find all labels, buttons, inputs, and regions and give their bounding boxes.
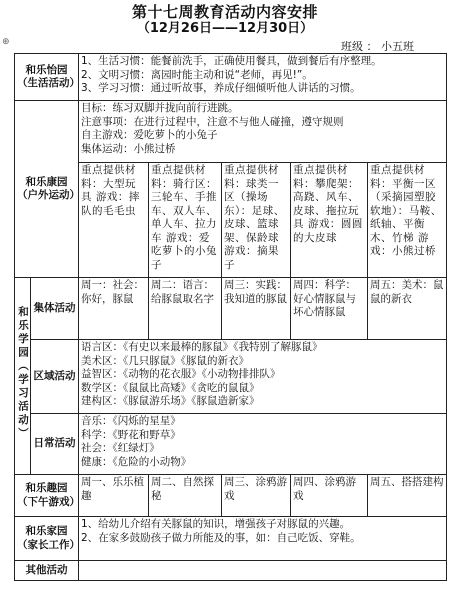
table-anchor-icon[interactable]: ⊕ [2,37,10,47]
home-item-2: 2、在家多鼓励孩子做力所能及的事，如：自己吃饭、穿鞋。 [81,531,361,544]
other-label: 其他活动 [15,561,79,581]
class-label: 班级 ： 小五班 [341,40,414,53]
group-activity-wed: 周三：实践：我知道的豚鼠 [222,278,291,340]
area-art: 美术区：《几只豚鼠》《豚鼠的新衣》 [81,354,249,367]
outdoor-area-5: 重点提供材料：平衡一区（采摘园塑胶软地）：马鞍、纸轴、平衡木、竹梯 游戏：小熊过桥 [368,163,447,278]
life-row [15,54,447,101]
outdoor-notes [79,101,447,163]
afternoon-tue: 周二、自然探秘 [149,475,222,517]
daily-activity-content [79,414,447,475]
date-range: （12月26日——12月30日） [136,21,314,36]
outdoor-notice: 注意事项：在进行过程中，注意不与他人碰撞，遵守规则 [81,115,344,128]
life-content [79,54,447,101]
area-language: 语言区：《有史以来最棒的豚鼠》《我特别了解豚鼠》 [81,341,323,353]
afternoon-thu: 周四、涂鸦游戏 [291,475,368,517]
schedule-table [14,53,447,581]
study-daily-row [15,414,447,475]
home-row [15,517,447,561]
daily-health: 健康：《危险的小动物》 [81,455,192,468]
outdoor-row [15,101,447,163]
afternoon-label: 和乐趣园（下午游戏） [15,475,79,517]
outdoor-area-1: 重点提供材料：大型玩具 游戏：摔队的毛毛虫 [79,163,149,278]
afternoon-wed: 周三、涂鸦游戏 [222,475,291,517]
study-label: 和乐学园（学习活动） [15,278,31,475]
outdoor-label: 和乐康园（户外运动） [15,101,79,278]
afternoon-mon: 周一、乐乐植趣 [79,475,149,517]
home-item-1: 1、给幼儿介绍有关豚鼠的知识，增强孩子对豚鼠的兴趣。 [81,518,351,530]
daily-science: 科学：《野花和野草》 [81,428,181,441]
life-item-2: 2、文明习惯：离园时能主动和说“老师，再见!”。 [81,68,313,81]
daily-activity-label: 日常活动 [31,414,79,475]
afternoon-fri: 周五、搭搭建构 [368,475,447,517]
study-area-row [15,340,447,414]
outdoor-area-4: 重点提供材料：攀爬架：高跷、风车、皮球、拖拉玩具 游戏：圆圆的大皮球 [291,163,368,278]
study-group-row [15,278,447,340]
life-item-3: 3、学习习惯：通过听故事，养成仔细倾听他人讲话的习惯。 [81,82,361,94]
other-content [79,561,447,581]
outdoor-area-3: 重点提供材料：球类一区（操场东）：足球、皮球、篮球架、保龄球 游戏：摘果子 [222,163,291,278]
group-activity-tue: 周二：语言：给豚鼠取名字 [149,278,222,340]
page-title: 第十七周教育活动内容安排 [131,3,318,21]
daily-social: 社会：《红绿灯》 [81,442,160,454]
area-building: 建构区：《豚鼠游乐场》《豚鼠造新家》 [81,395,260,407]
outdoor-free-game: 自主游戏：爱吃萝卜的小兔子 [81,129,218,141]
home-content [79,517,447,561]
area-math: 数学区：《鼠鼠比高矮》《贪吃的鼠鼠》 [81,381,260,394]
group-activity-fri: 周五：美术：鼠鼠的新衣 [368,278,447,340]
group-activity-thu: 周四：科学：好心情豚鼠与坏心情豚鼠 [291,278,368,340]
outdoor-area-2: 重点提供材料：骑行区：三轮车、手推车、双人车、单人车、拉力车 游戏：爱吃萝卜的小兔子 [149,163,222,278]
group-activity-mon: 周一：社会：你好，豚鼠 [79,278,149,340]
group-activity-label: 集体活动 [31,278,79,340]
outdoor-areas-row [15,163,447,278]
home-label: 和乐家园（家长工作） [15,517,79,561]
daily-music: 音乐：《闪烁的星星》 [81,415,181,427]
outdoor-goal: 目标：练习双脚并拢向前行进跳。 [81,102,239,114]
life-label: 和乐怡园（生活活动） [15,54,79,101]
afternoon-row [15,475,447,517]
other-row [15,561,447,581]
area-activity-label: 区域活动 [31,340,79,414]
area-puzzle: 益智区：《动物的花衣服》《小动物排排队》 [81,368,281,380]
life-item-1: 1、生活习惯：能餐前洗手，正确使用餐具，做到餐后有序整理。 [81,55,382,67]
area-activity-content [79,340,447,414]
outdoor-group-sport: 集体运动：小熊过桥 [81,142,176,155]
